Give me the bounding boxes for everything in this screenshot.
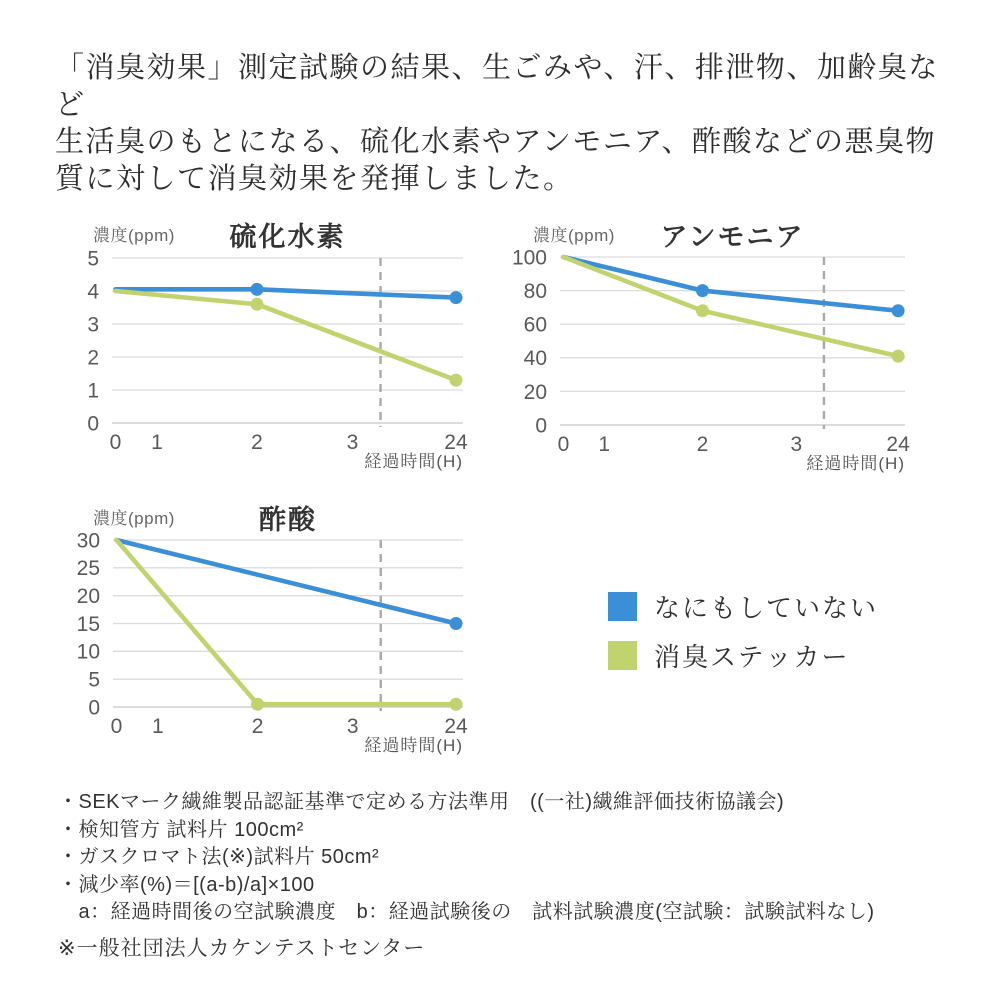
y-tick-label: 40: [523, 347, 547, 371]
chart-hydrogen-sulfide: [60, 215, 480, 477]
chart-title: アンモニア: [660, 222, 805, 252]
x-tick-label: 0: [110, 715, 123, 738]
chart-plot-area: [60, 215, 480, 477]
x-tick-label: 1: [151, 715, 164, 738]
test-method-footnotes: [58, 789, 875, 927]
y-tick-label: 2: [87, 346, 99, 370]
footnote-line-5: a：経過時間後の空試験濃度 b：経過試験後の 試料試験濃度(空試験：試験試料なし): [58, 901, 875, 923]
x-tick-label: 2: [251, 431, 263, 454]
y-tick-label: 30: [76, 529, 100, 553]
heading-line-1: 「消臭効果」測定試験の結果、生ごみや、汗、排泄物、加齢臭など: [55, 52, 939, 121]
x-tick-label: 3: [790, 433, 803, 456]
y-tick-label: 4: [87, 280, 99, 304]
heading-line-2: 生活臭のもとになる、硫化水素やアンモニア、酢酸などの悪臭物: [55, 126, 937, 158]
legend-swatch-blue: [608, 592, 637, 621]
chart-plot-area: [500, 215, 922, 477]
data-point-marker: [449, 374, 462, 387]
data-point-marker: [450, 617, 463, 630]
legend-label: 消臭ステッカー: [654, 642, 850, 672]
data-point-marker: [251, 698, 264, 711]
footnote-line-2: ・検知管方 試料片 100cm²: [58, 818, 304, 841]
legend-item-deodorant-sticker: [608, 641, 878, 670]
x-axis-label: 経過時間(H): [364, 736, 463, 755]
series-line: [117, 540, 457, 624]
x-tick-label: 0: [109, 431, 122, 454]
data-point-marker: [696, 284, 709, 297]
y-tick-label: 0: [88, 696, 100, 720]
footnote-line-1: ・SEKマーク繊維製品認証基準で定める方法準用 ((一社)繊維評価技術協議会): [58, 791, 785, 813]
y-axis-unit-label: 濃度(ppm): [93, 226, 175, 245]
x-tick-label: 24: [444, 431, 468, 454]
y-tick-label: 60: [523, 313, 547, 337]
heading-paragraph: [55, 50, 955, 198]
footnote-line-4: ・減少率(%)＝[(a-b)/a]×100: [58, 873, 315, 896]
chart-ammonia: [500, 215, 922, 477]
chart-acetic-acid: [60, 498, 480, 764]
data-point-marker: [892, 350, 905, 363]
y-tick-label: 10: [76, 640, 100, 664]
chart-title: 酢酸: [259, 505, 317, 535]
x-axis-label: 経過時間(H): [364, 452, 463, 471]
legend-label: なにもしていない: [654, 593, 879, 623]
chart-title: 硫化水素: [229, 222, 346, 252]
x-tick-label: 0: [557, 433, 570, 456]
y-tick-label: 0: [87, 412, 99, 436]
chart-plot-area: [60, 498, 480, 764]
y-axis-unit-label: 濃度(ppm): [93, 509, 175, 528]
y-axis-unit-label: 濃度(ppm): [533, 226, 615, 245]
legend-swatch-green: [608, 641, 637, 670]
y-tick-label: 15: [76, 612, 100, 636]
y-tick-label: 3: [87, 313, 99, 337]
series-line: [116, 291, 456, 380]
data-point-marker: [250, 283, 263, 296]
x-axis-label: 経過時間(H): [806, 454, 905, 473]
y-tick-label: 0: [535, 414, 547, 438]
y-tick-label: 100: [511, 246, 547, 270]
x-tick-label: 2: [696, 433, 709, 456]
data-point-marker: [892, 304, 905, 317]
y-tick-label: 80: [523, 279, 547, 303]
y-tick-label: 20: [523, 380, 547, 404]
x-tick-label: 1: [151, 431, 163, 454]
data-point-marker: [696, 304, 709, 317]
x-tick-label: 3: [346, 431, 359, 454]
y-tick-label: 5: [87, 247, 99, 271]
x-tick-label: 1: [598, 433, 611, 456]
heading-line-3: 質に対して消臭効果を発揮しました。: [55, 163, 574, 195]
legend-item-untreated: [608, 592, 878, 621]
testing-organization-note: ※一般社団法人カケンテストセンター: [58, 937, 426, 960]
data-point-marker: [450, 698, 463, 711]
footnote-line-3: ・ガスクロマト法(※)試料片 50cm²: [58, 846, 380, 868]
y-tick-label: 20: [76, 585, 100, 609]
x-tick-label: 24: [444, 715, 468, 738]
y-tick-label: 5: [88, 668, 100, 692]
x-tick-label: 3: [346, 715, 359, 738]
x-tick-label: 2: [251, 715, 264, 738]
series-line: [563, 257, 898, 311]
x-tick-label: 24: [886, 433, 910, 456]
y-tick-label: 1: [87, 379, 99, 403]
data-point-marker: [449, 291, 462, 304]
y-tick-label: 25: [76, 557, 100, 581]
chart-legend: [608, 592, 878, 690]
data-point-marker: [250, 298, 263, 311]
